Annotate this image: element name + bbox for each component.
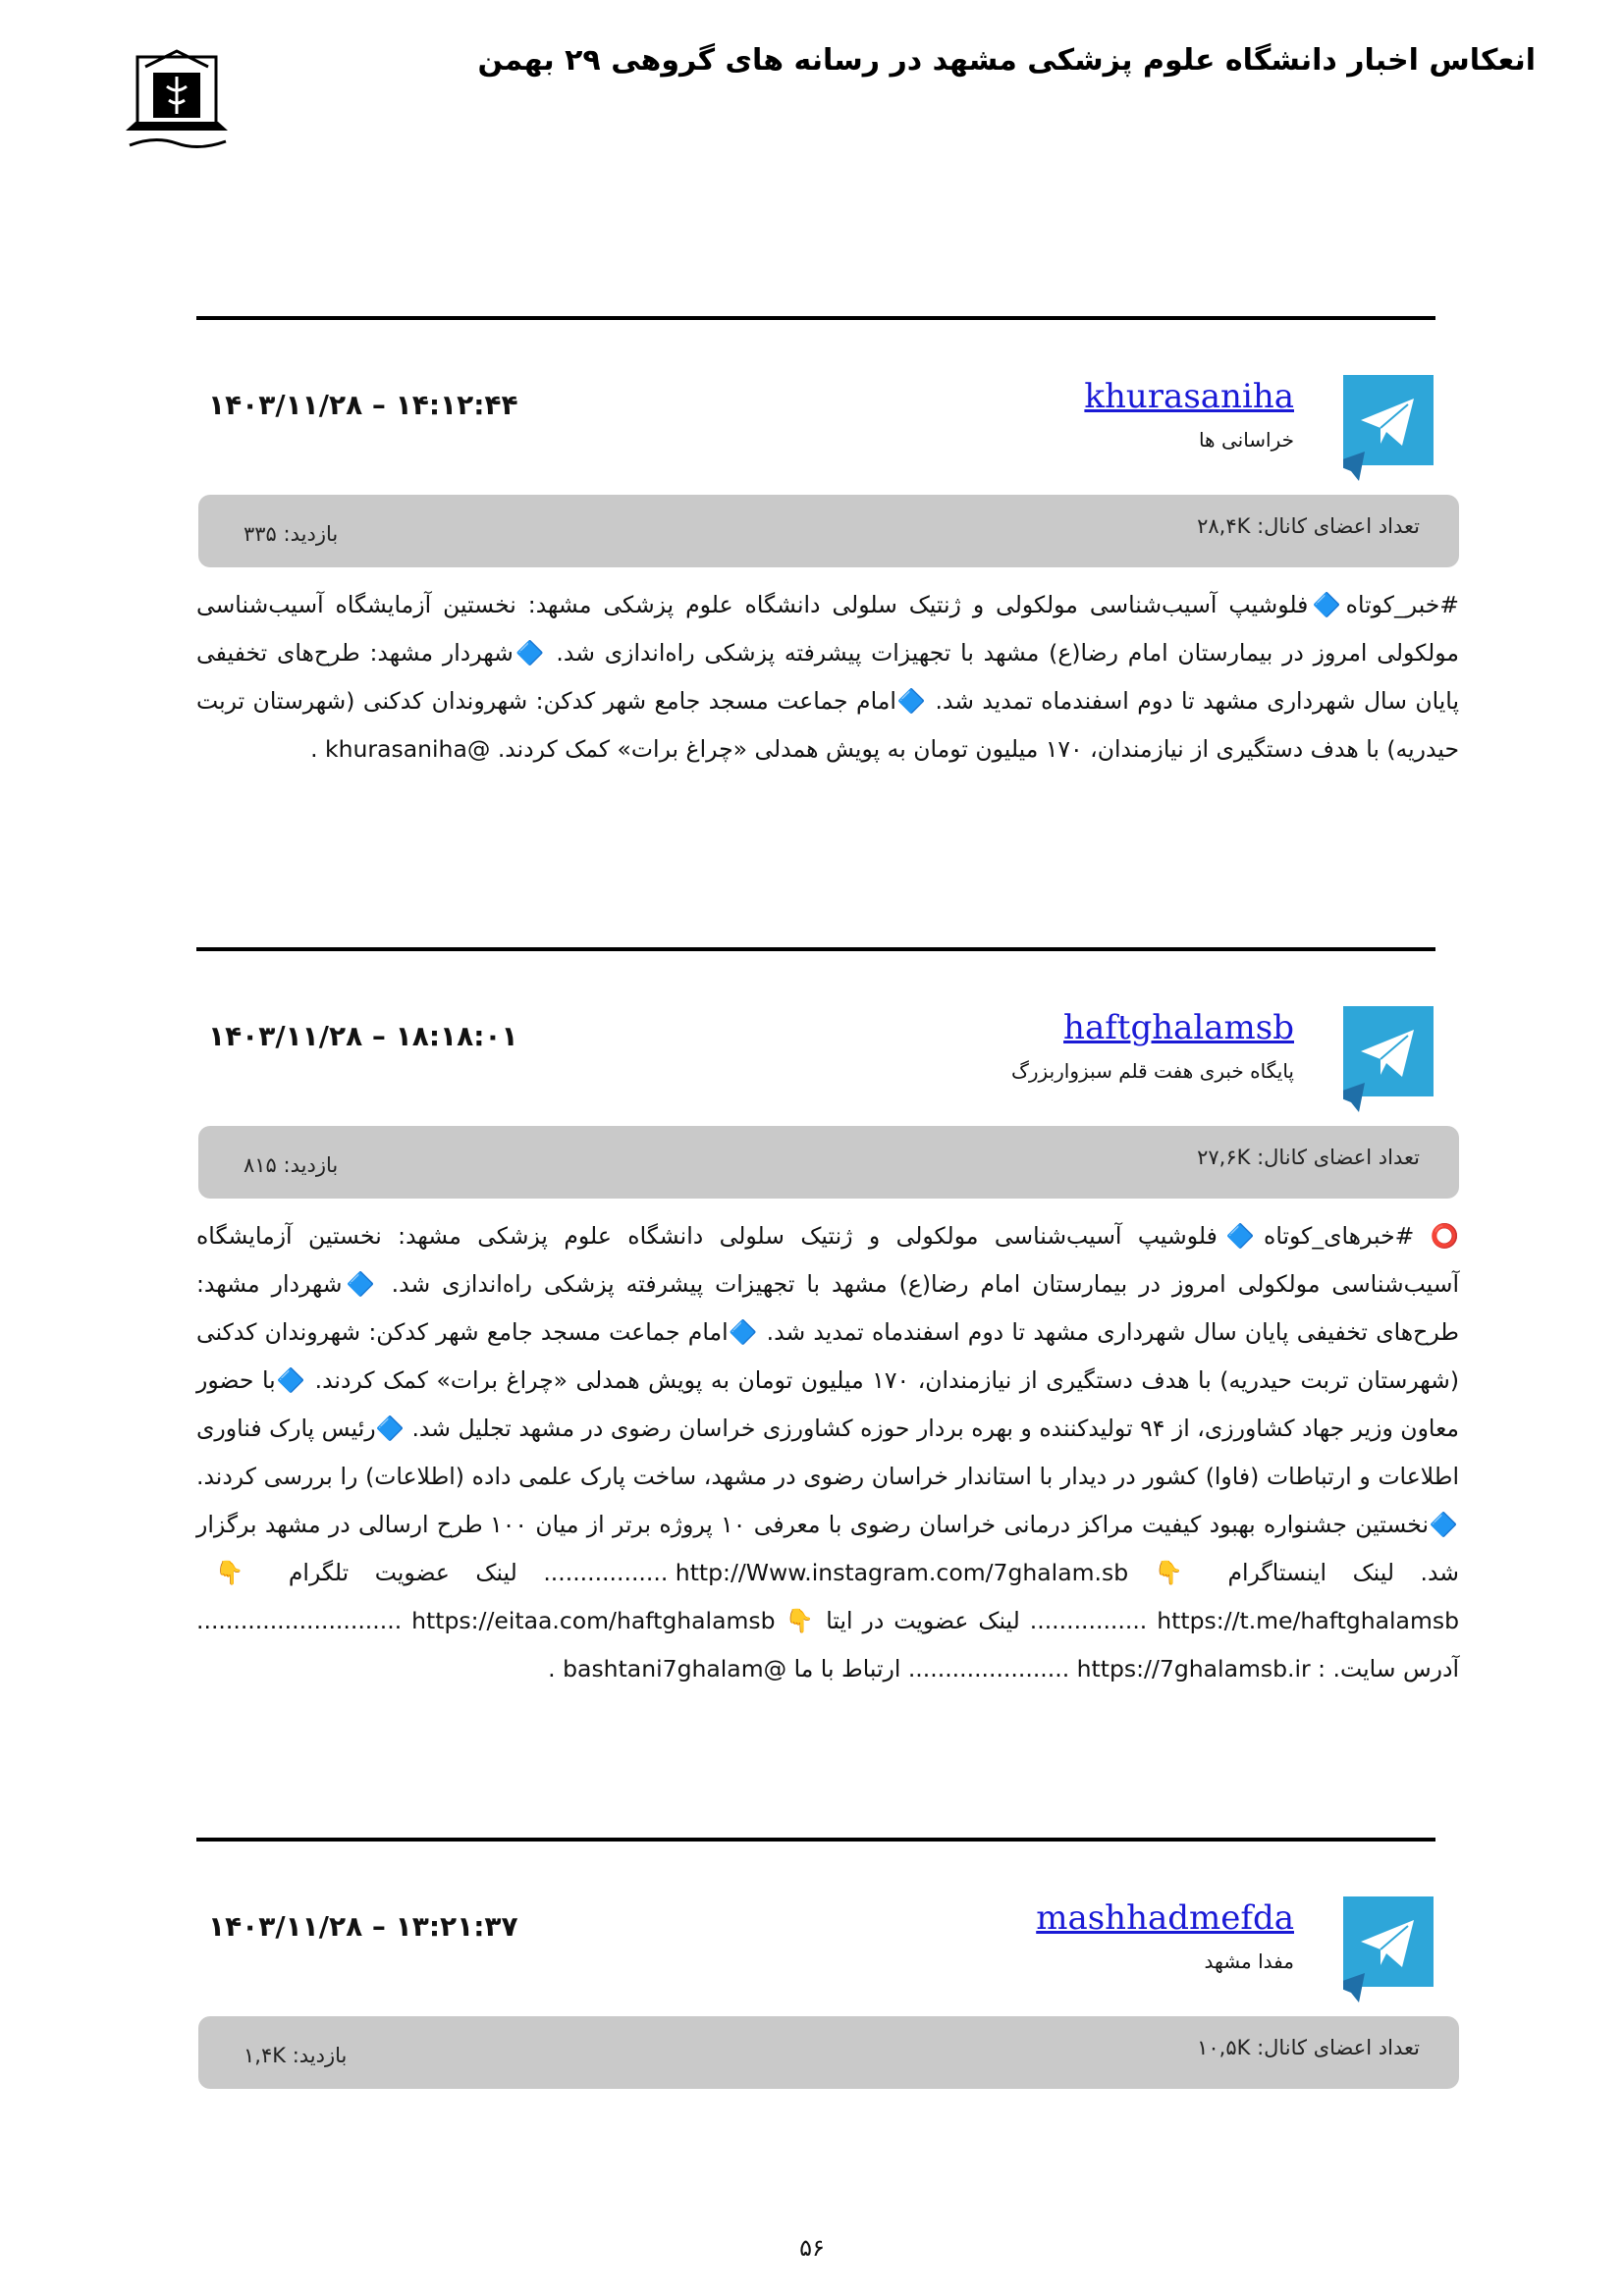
post-datetime: ۱۴۰۳/۱۱/۲۸ – ۱۸:۱۸:۰۱ xyxy=(208,1020,518,1052)
post-body: #خبر_کوتاه🔷فلوشیپ آسیب‌شناسی مولکولی و ژنتیک سلولی دانشگاه علوم پزشکی مشهد: نخستین آزمایشگاه آسیب‌شناسی مولکولی امروز در بیمارستان امام رضا(ع) مشهد با تجهیزات پیشرفته پزشکی راه‌اندازی شد. 🔷شهردار مشهد: طرح‌های تخفیفی پایان سال شهرداری مشهد تا دوم اسفندماه تمدید شد. 🔷امام جماعت مسجد جامع شهر کدکن: شهروندان کدکنی (شهرستان تربت حیدریه) با هدف دستگیری از نیازمندان، ۱۷۰ میلیون تومان به پویش همدلی «چراغ برات» کمک کردند. @khurasaniha . xyxy=(196,591,1459,763)
member-count: تعداد اعضای کانال: ۲۸,۴K xyxy=(1197,514,1420,538)
post-datetime: ۱۴۰۳/۱۱/۲۸ – ۱۳:۲۱:۳۷ xyxy=(208,1910,518,1943)
channel-name: خراسانی ها xyxy=(1198,428,1294,452)
channel-handle-link[interactable]: haftghalamsb xyxy=(1063,1008,1294,1047)
channel-handle-link[interactable]: khurasaniha xyxy=(1084,377,1294,416)
view-count: بازدید: ۸۱۵ xyxy=(244,1153,339,1177)
member-count: تعداد اعضای کانال: ۱۰,۵K xyxy=(1197,2036,1420,2059)
post-body: ⭕ #خبرهای_کوتاه🔷فلوشیپ آسیب‌شناسی مولکولی و ژنتیک سلولی دانشگاه علوم پزشکی مشهد: نخستین آزمایشگاه آسیب‌شناسی مولکولی امروز در بیمارستان امام رضا(ع) مشهد با تجهیزات پیشرفته پزشکی راه‌اندازی شد. 🔷شهردار مشهد: طرح‌های تخفیفی پایان سال شهرداری مشهد تا دوم اسفندماه تمدید شد. 🔷امام جماعت مسجد جامع شهر کدکن: شهروندان کدکنی (شهرستان تربت حیدریه) با هدف دستگیری از نیازمندان، ۱۷۰ میلیون تومان به پویش همدلی «چراغ برات» کمک کردند. 🔷با حضور معاون وزیر جهاد کشاورزی، از ۹۴ تولیدکننده و بهره بردار حوزه کشاورزی خراسان رضوی در مشهد تجلیل شد. 🔷رئیس پارک فناوری اطلاعات و ارتباطات (فاوا) کشور در دیدار با استاندار خراسان رضوی در مشهد، ساخت پارک علمی داده (اطلاعات) را بررسی کردند. 🔷نخستین جشنواره بهبود کیفیت مراکز درمانی خراسان رضوی با معرفی ۱۰ پروژه برتر از میان ۱۰۰ طرح ارسالی در مشهد برگزار شد. لینک اینستاگرام 👇 http://Www.instagram.com/7ghalam.sb ................. لینک عضویت تلگرام 👇 https://t.me/haftghalamsb ................ لینک عضویت در ایتا 👇 https://eitaa.com/haftghalamsb ............................ آدرس سایت. : https://7ghalamsb.ir ...................... ارتباط با ما @bashtani7ghalam . xyxy=(196,1222,1460,1682)
telegram-icon xyxy=(1343,1896,1434,2006)
channel-stats-bar xyxy=(198,495,1459,567)
channel-handle-link[interactable]: mashhadmefda xyxy=(1036,1898,1294,1938)
page-number: ۵۶ xyxy=(799,2234,825,2262)
channel-stats-bar xyxy=(198,2016,1459,2089)
page-header-title: انعکاس اخبار دانشگاه علوم پزشکی مشهد در رسانه های گروهی ۲۹ بهمن xyxy=(477,43,1536,78)
channel-stats-bar xyxy=(198,1126,1459,1199)
channel-name: مفدا مشهد xyxy=(1204,1949,1294,1973)
telegram-post xyxy=(196,947,1460,1693)
university-logo-icon xyxy=(116,37,244,165)
post-datetime: ۱۴۰۳/۱۱/۲۸ – ۱۴:۱۲:۴۴ xyxy=(208,389,518,421)
telegram-post xyxy=(196,1838,1434,2089)
telegram-icon xyxy=(1343,375,1434,485)
channel-name: پایگاه خبری هفت قلم سبزواربزرگ xyxy=(1010,1059,1294,1083)
telegram-icon xyxy=(1343,1006,1434,1116)
view-count: بازدید: ۳۳۵ xyxy=(244,522,339,546)
view-count: بازدید: ۱,۴K xyxy=(244,2044,348,2067)
member-count: تعداد اعضای کانال: ۲۷,۶K xyxy=(1197,1146,1420,1169)
telegram-post xyxy=(196,316,1459,774)
